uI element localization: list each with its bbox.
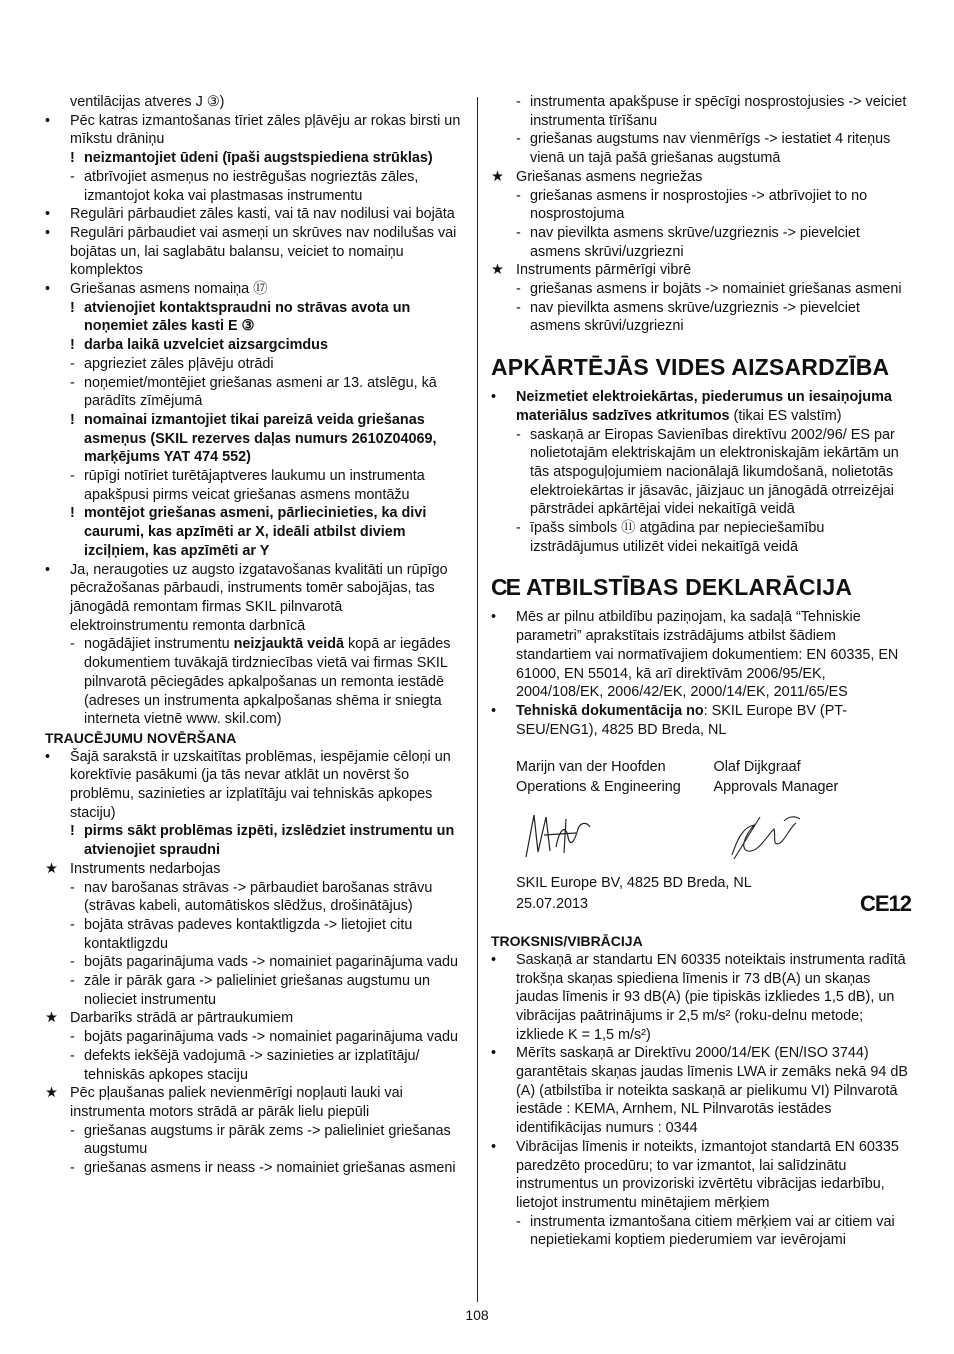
bullet-marker: •	[45, 224, 51, 241]
warning-marker: !	[70, 299, 75, 316]
item-text: griešanas asmens ir neass -> nomainiet griešanas asmeni	[84, 1160, 456, 1177]
list-item	[45, 205, 463, 224]
signature-block	[516, 757, 911, 871]
warning-marker: !	[70, 823, 75, 840]
company-address: SKIL Europe BV, 4825 BD Breda, NL	[516, 875, 752, 892]
dash-marker: -	[70, 954, 75, 971]
signature-1-image	[516, 807, 606, 865]
date-row	[516, 891, 911, 917]
list-item	[45, 1122, 463, 1159]
list-item	[45, 916, 463, 953]
environment-dashes	[491, 426, 911, 557]
dash-marker: -	[70, 374, 75, 391]
item-text: Darbarīks strādā ar pārtraukumiem	[70, 1010, 294, 1027]
item-text: bojāts pagarinājuma vads -> nomainiet pagarinājuma vadu	[84, 954, 458, 971]
dash-marker: -	[70, 1160, 75, 1177]
item-text: Instruments nedarbojas	[70, 860, 221, 877]
star-icon: ★	[491, 262, 504, 279]
item-text: darba laikā uzvelciet aizsargcimdus	[84, 337, 328, 354]
signatory-role: Approvals Manager	[713, 779, 839, 796]
item-text: instrumenta apakšpuse ir spēcīgi nosprostojusies -> veiciet instrumenta tīrīšanu	[530, 94, 907, 129]
signature-2-image	[714, 807, 814, 865]
item-text: (tikai ES valstīm)	[729, 407, 842, 424]
list-item	[45, 822, 463, 859]
item-text-bold: Tehniskā dokumentācija no	[516, 702, 704, 719]
signatory-1	[516, 757, 714, 871]
item-text: griešanas augstums ir pārāk zems -> palieliniet griešanas augstumu	[84, 1122, 451, 1158]
list-item	[45, 224, 463, 280]
list-item	[491, 130, 911, 167]
item-text: neizmantojiet ūdeni (īpaši augstspiediena strūklas)	[84, 150, 433, 167]
dash-marker: -	[516, 299, 521, 316]
signatory-role: Operations & Engineering	[516, 779, 681, 796]
bullet-marker: •	[491, 1045, 497, 1062]
dash-marker: -	[70, 355, 75, 372]
star-icon: ★	[45, 860, 58, 877]
declaration-heading	[491, 574, 911, 600]
signatory-name: Olaf Dijkgraaf	[713, 759, 801, 776]
item-text: nav pievilkta asmens skrūve/uzgrieznis -> pievelciet asmens skrūvi/uzgriezni	[530, 299, 860, 335]
list-item	[491, 93, 911, 130]
warning-marker: !	[70, 337, 75, 354]
list-item	[45, 1084, 463, 1121]
item-text: Pēc pļaušanas paliek nevienmērīgi nopļauti lauki vai instrumenta motors strādā ar pārāk lielu piepūli	[70, 1085, 403, 1120]
item-text-bold: Neizmetiet elektroiekārtas, piederumus un iesaiņojuma materiālus sadzīves atkritumos	[516, 389, 892, 424]
list-item	[491, 168, 911, 187]
dash-marker: -	[516, 426, 521, 443]
item-text: apgrieziet zāles pļāvēju otrādi	[84, 355, 274, 372]
list-item	[45, 336, 463, 355]
list-item	[45, 299, 463, 336]
list-item	[45, 149, 463, 168]
list-item	[45, 879, 463, 916]
item-text: nav pievilkta asmens skrūve/uzgrieznis -> pievelciet asmens skrūvi/uzgriezni	[530, 224, 860, 260]
list-item	[45, 1009, 463, 1028]
signatory-2	[714, 757, 912, 871]
dash-marker: -	[70, 636, 75, 653]
item-text: bojāts pagarinājuma vads -> nomainiet pagarinājuma vadu	[84, 1029, 458, 1046]
dash-marker: -	[70, 1047, 75, 1064]
list-item	[45, 972, 463, 1009]
list-item	[45, 168, 463, 205]
item-text: īpašs simbols ⑪ atgādina par nepieciešamību izstrādājumus utilizēt videi nekaitīgā veidā	[530, 520, 825, 555]
bullet-marker: •	[491, 702, 497, 719]
item-text: atbrīvojiet asmeņus no iestrēgušas nogrieztās zāles, izmantojot koka vai plastmasas instrumentu	[84, 168, 419, 204]
signatory-name: Marijn van der Hoofden	[516, 759, 666, 776]
environment-heading: APKĀRTĒJĀS VIDES AIZSARDZĪBA	[491, 354, 890, 381]
item-text: zāle ir pārāk gara -> palieliniet griešanas augstumu un nolieciet instrumentu	[84, 973, 430, 1008]
dash-marker: -	[70, 468, 75, 485]
dash-marker: -	[516, 1213, 521, 1230]
dash-marker: -	[70, 916, 75, 933]
item-text: pirms sākt problēmas izpēti, izslēdziet instrumentu un atvienojiet spraudni	[84, 823, 455, 859]
item-text: Vibrācijas līmenis ir noteikts, izmantojot standartā EN 60335 paredzēto procedūru; to var izmantot, lai salīdzinātu instrumentus un provizoriski izvērtētu vibrācijas iedarbību, lietojot instrumentu minētajiem mērķiem	[516, 1138, 899, 1211]
bullet-marker: •	[45, 206, 51, 223]
item-text: : SKIL Europe BV (PT-SEU/ENG1), 4825 BD Breda, NL	[516, 702, 848, 738]
item-text: Instruments pārmērīgi vibrē	[516, 262, 692, 279]
list-item	[491, 1138, 911, 1213]
warning-marker: !	[70, 411, 75, 428]
bullet-marker: •	[491, 1138, 497, 1155]
dash-marker: -	[70, 168, 75, 185]
list-item	[491, 224, 911, 261]
item-text: griešanas asmens ir bojāts -> nomainiet griešanas asmeni	[530, 281, 902, 298]
bullet-marker: •	[491, 389, 497, 406]
dash-marker: -	[516, 131, 521, 148]
list-item	[45, 1047, 463, 1084]
list-item	[45, 860, 463, 879]
list-item	[491, 519, 911, 556]
warning-marker: !	[70, 505, 75, 522]
ce-mark-icon: CE12	[859, 891, 911, 917]
item-text: Šajā sarakstā ir uzskaitītas problēmas, iespējamie cēloņi un korektīvie pasākumi (ja tās nevar atklāt un novērst šo problēmu, sazinieties ar izplatītāju vai tehniskās apkopes staciju)	[70, 748, 451, 821]
item-text: Ja, neraugoties uz augsto izgatavošanas kvalitāti un rūpīgo pēcražošanas pārbaudi, instruments tomēr sabojājas, tas jānogādā remontam firmas SKIL pilnvarotā elektroinstrumentu remonta darbnīcā	[70, 561, 448, 634]
declaration-heading-text: ATBILSTĪBAS DEKLARĀCIJA	[525, 574, 853, 601]
item-text: Regulāri pārbaudiet zāles kasti, vai tā nav nodilusi vai bojāta	[70, 206, 455, 223]
list-item	[45, 635, 463, 729]
dash-marker: -	[516, 187, 521, 204]
item-text: noņemiet/montējiet griešanas asmeni ar 13. atslēgu, kā parādīts zīmējumā	[84, 374, 437, 410]
warning-marker: !	[70, 150, 75, 167]
item-text: griešanas asmens ir nosprostojies -> atbrīvojiet to no nosprostojuma	[530, 187, 868, 223]
column-divider	[477, 97, 478, 1302]
item-text: nogādājiet instrumentu	[84, 636, 234, 653]
declaration-date: 25.07.2013	[516, 896, 589, 913]
noise-heading: TROKSNIS/VIBRĀCIJA	[491, 933, 643, 950]
item-text: Mēs ar pilnu atbildību paziņojam, ka sadaļā “Tehniskie parametri” aprakstītais izstrādājums atbilst šādiem standartiem vai normatīvajiem dokumentiem: EN 60335, EN 61000, EN 55014, kā arī direktīvām 2006/95/EK, 2004/108/EK, 2006/42/EK, 2000/14/EK, 2011/65/ES	[516, 609, 899, 701]
list-item	[45, 467, 463, 504]
ce-icon: CE	[491, 574, 519, 601]
troubleshooting-list	[45, 748, 463, 1178]
list-item	[45, 953, 463, 972]
list-item	[491, 388, 911, 425]
item-text: Mērīts saskaņā ar Direktīvu 2000/14/EK (EN/ISO 3744) garantētais skaņas jaudas līmenis LWA ir zemāks nekā 94 dB (A) (atbilstība ir noteikta saskaņā ar pielikumu VI) Pilnvarotā iestāde : KEMA, Arnhem, NL Pilnvarotās iestādes identifikācijas numurs : 0344	[516, 1045, 908, 1137]
item-text: defekts iekšējā vadojumā -> sazinieties ar izplatītāju/ tehniskās apkopes staciju	[84, 1047, 420, 1083]
item-text: Griešanas asmens nomaiņa ⑰	[70, 281, 268, 298]
dash-marker: -	[516, 94, 521, 110]
dash-marker: -	[70, 1029, 75, 1046]
list-item	[491, 1213, 911, 1250]
dash-marker: -	[70, 879, 75, 896]
item-text: bojāta strāvas padeves kontaktligzda -> lietojiet citu kontaktligzdu	[84, 916, 413, 952]
item-text: griešanas augstums nav vienmērīgs -> iestatiet 4 riteņus vienā un tajā pašā griešanas augstumā	[530, 131, 891, 167]
list-item	[45, 748, 463, 823]
bullet-marker: •	[45, 112, 51, 129]
list-item	[491, 608, 911, 702]
dash-marker: -	[70, 1122, 75, 1139]
list-item	[45, 1028, 463, 1047]
troubleshooting-list-cont	[491, 93, 911, 336]
item-text-bold: neizjauktā veidā	[233, 636, 344, 653]
star-icon: ★	[45, 1085, 58, 1102]
list-item	[45, 374, 463, 411]
dash-marker: -	[516, 520, 521, 537]
item-text: instrumenta izmantošana citiem mērķiem vai ar citiem vai nepietiekami koptiem piederumiem var ievērojami	[530, 1213, 895, 1249]
page-number: 108	[465, 1307, 489, 1323]
item-text: nav barošanas strāvas -> pārbaudiet barošanas strāvu (strāvas kabeli, automātiskos slēdžus, drošinātājus)	[84, 879, 433, 915]
dash-marker: -	[516, 224, 521, 241]
maintenance-list	[45, 93, 463, 635]
list-item	[491, 426, 911, 520]
dash-marker: -	[516, 281, 521, 298]
list-item	[491, 280, 911, 299]
list-item	[45, 504, 463, 560]
list-item	[45, 112, 463, 149]
list-item	[45, 561, 463, 636]
list-item	[491, 187, 911, 224]
item-text: rūpīgi notīriet turētājaptveres laukumu un instrumenta apakšpusi pirms veicat griešanas asmens montāžu	[84, 468, 425, 503]
item-text: Regulāri pārbaudiet vai asmeņi un skrūves nav nodilušas vai bojātas un, lai saglabātu balansu, veiciet to nomaiņu komplektos	[70, 224, 457, 279]
item-text: ventilācijas atveres J ③)	[70, 94, 225, 110]
item-text: Griešanas asmens negriežas	[516, 168, 703, 185]
list-item	[491, 1044, 911, 1138]
bullet-marker: •	[45, 281, 51, 298]
bullet-marker: •	[45, 561, 51, 578]
star-icon: ★	[491, 168, 504, 185]
star-icon: ★	[45, 1010, 58, 1027]
left-column	[45, 93, 463, 1178]
item-text: Pēc katras izmantošanas tīriet zāles pļāvēju ar rokas birsti un mīkstu drāniņu	[70, 112, 461, 148]
dash-marker: -	[70, 973, 75, 990]
item-text: kopā ar iegādes dokumentiem tuvākajā tirdzniecības vietā vai firmas SKIL pilnvarotā pēciegādes apkalpošanas un remonta iestādē (adreses un instrumenta apkalpošanas shēma ir sniegta interneta vietnē www. skil.com)	[84, 636, 451, 728]
list-item	[45, 355, 463, 374]
list-item	[491, 261, 911, 280]
list-item	[45, 411, 463, 467]
item-text: montējot griešanas asmeni, pārliecinieties, ka divi caurumi, kas apzīmēti ar X, ideāli atbilst diviem izciļņiem, kas apzīmēti ar Y	[84, 505, 427, 559]
troubleshooting-heading: TRAUCĒJUMU NOVĒRŠANA	[45, 729, 237, 746]
right-column	[491, 93, 911, 1250]
item-text: Saskaņā ar standartu EN 60335 noteiktais instrumenta radītā trokšņa skaņas spiediena līmenis ir 73 dB(A) un skaņas jaudas līmenis ir 93 dB(A) (pie tipiskās izkliedes 1,5 dB), un vibrācijas paātrinājums ir 2,5 m/s² (roku-delnu metode; izkliede K = 1,5 m/s²)	[516, 951, 906, 1043]
list-item	[491, 702, 911, 739]
item-text: saskaņā ar Eiropas Savienības direktīvu 2002/96/ ES par nolietotajām elektriskajām un elektroniskajām iekārtām un tās atspoguļojumiem nacionālajā likumdošanā, nolietotās elektroiekārtas ir jāsavāc, jāizjauc un jānogādā otrreizējai pārstrādei apkārtējai videi nekaitīgā veidā	[530, 426, 899, 518]
list-item	[45, 280, 463, 299]
item-text: nomainai izmantojiet tikai pareizā veida griešanas asmeņus (SKIL rezerves daļas numurs 2610Z04069, marķējums YAT 474 552)	[84, 411, 437, 466]
bullet-marker: •	[491, 951, 497, 968]
list-item	[45, 93, 463, 112]
list-item	[45, 1159, 463, 1178]
bullet-marker: •	[45, 748, 51, 765]
list-item	[491, 299, 911, 336]
list-item	[491, 951, 911, 1045]
item-text: atvienojiet kontaktspraudni no strāvas avota un noņemiet zāles kasti E ③	[84, 299, 411, 335]
bullet-marker: •	[491, 609, 497, 626]
